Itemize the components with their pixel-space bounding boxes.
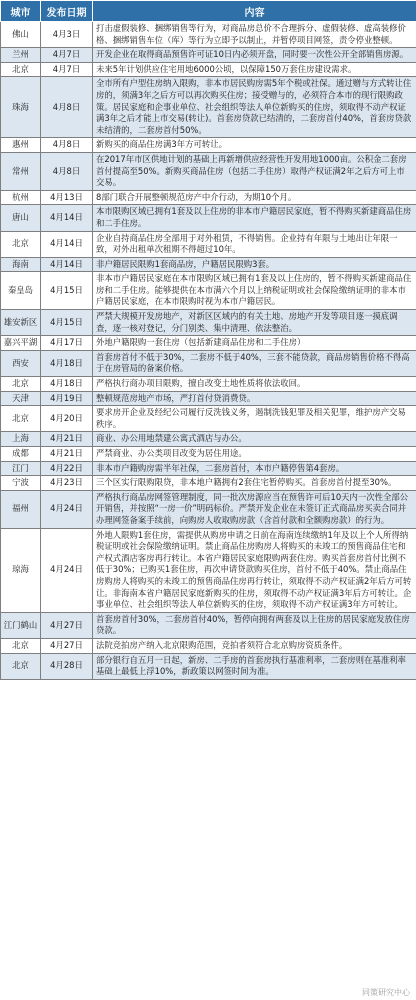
- content-cell: 打击虚假装修、捆绑销售等行为，对商品房总价不合理拆分、虚假装修、虚高装修价格、捆绑销售车位（库）等行为立即予以制止，并暂停项目网签，责令停业整顿。: [93, 22, 416, 48]
- content-cell: 商业、办公用地禁建公寓式酒店与办公。: [93, 432, 416, 447]
- city-cell: 江门: [1, 461, 41, 476]
- date-cell: 4月14日: [41, 257, 93, 272]
- table-row: [1, 138, 416, 153]
- date-cell: 4月23日: [41, 476, 93, 491]
- city-cell: 北京: [1, 62, 41, 77]
- date-cell: 4月24日: [41, 528, 93, 612]
- content-cell: 部分银行自五月一日起，新房、二手房的首套房执行基准利率，二套房则在基准利率基础上最低上浮10%，新政策以网签时间为准。: [93, 653, 416, 679]
- content-cell: 严禁商业、办公类项目改变为居住用途。: [93, 447, 416, 462]
- city-cell: 天津: [1, 391, 41, 406]
- city-cell: 兰州: [1, 48, 41, 63]
- date-cell: 4月27日: [41, 612, 93, 638]
- content-cell: 未来5年计划供应住宅用地6000公顷，以保障150万套住房建设需求。: [93, 62, 416, 77]
- content-cell: 首套房首付30%，二套房首付40%，暂停向拥有两套及以上住房的居民家庭发放住房贷款。: [93, 612, 416, 638]
- date-cell: 4月3日: [41, 22, 93, 48]
- date-cell: 4月21日: [41, 447, 93, 462]
- table-row: [1, 447, 416, 462]
- date-cell: 4月14日: [41, 205, 93, 231]
- content-cell: 非本市户籍居民家庭在本市限购区域已拥有1套及以上住房的，暂不得购买新建商品住房和二手住房。能够提供在本市满六个月以上纳税证明或社会保险缴纳证明的非本市户籍居民家庭，在本市限购时视为本市户籍居民。: [93, 272, 416, 310]
- city-cell: 北京: [1, 653, 41, 679]
- date-cell: 4月7日: [41, 62, 93, 77]
- city-cell: 秦皇岛: [1, 272, 41, 310]
- watermark-text: 同策研究中心: [362, 988, 410, 997]
- date-cell: 4月21日: [41, 432, 93, 447]
- city-cell: 珠海: [1, 77, 41, 138]
- city-cell: 江门鹤山: [1, 612, 41, 638]
- city-cell: 嘉兴平湖: [1, 336, 41, 351]
- date-cell: 4月18日: [41, 350, 93, 376]
- city-cell: 唐山: [1, 205, 41, 231]
- city-cell: 海南: [1, 257, 41, 272]
- table-row: [1, 257, 416, 272]
- header-content: 内容: [93, 1, 416, 22]
- content-cell: 严格执行商办项目限购，擅自改变土地性质将依法收回。: [93, 377, 416, 392]
- city-cell: 北京: [1, 231, 41, 257]
- content-cell: 全市所有户型住房纳入限购，非本市居民购房需5年个税或社保。通过赠与方式转让住房的，须满3年之后方可以再次购买住房；接受赠与的，必须符合本市的现行限购政策。居民家庭和企事业单位、社会组织等法人单位新购买的住房，须取得不动产权证满3年之后才能上市交易(转让)。首套房贷款已结清的，二套房首付40%，首套房贷款未结清的，二套房首付50%。: [93, 77, 416, 138]
- city-cell: 杭州: [1, 190, 41, 205]
- city-cell: 上海: [1, 432, 41, 447]
- table-row: [1, 22, 416, 48]
- content-cell: 新购买的商品住房满3年方可转让。: [93, 138, 416, 153]
- content-cell: 8部门联合开展整顿规范房产中介行动，为期10个月。: [93, 190, 416, 205]
- content-cell: 非本市户籍购房需半年社保，二套房首付，本市户籍停售第4套房。: [93, 461, 416, 476]
- date-cell: 4月8日: [41, 152, 93, 190]
- table-header: [1, 1, 416, 22]
- header-date: 发布日期: [41, 1, 93, 22]
- city-cell: 常州: [1, 152, 41, 190]
- content-cell: 外地人限购1套住房，需提供从购房申请之日前在海南连续缴纳1年及以上个人所得纳税证明或社会保险缴纳证明。禁止商品住房购房人将购买的未竣工的预售商品住宅和产权式酒店客房再行转让。本省户籍居民家庭限购两套住房。购买首套房首付比例不低于30%；已购买1套住房，再次申请贷款购买住房，首付不低于40%。禁止商品住房购房人将购买的未竣工的预售商品住房再行转让，须取得不动产权证满2年后方可转让。非海南本省户籍居民家庭新购买的住房，须取得不动产权证满3年后方可转让。企事业单位、社会组织等法人单位新购买的住房，须取得不动产权证满3年方可转让。: [93, 528, 416, 612]
- date-cell: 4月8日: [41, 138, 93, 153]
- date-cell: 4月28日: [41, 653, 93, 679]
- header-city: 城市: [1, 1, 41, 22]
- date-cell: 4月19日: [41, 391, 93, 406]
- date-cell: 4月17日: [41, 336, 93, 351]
- date-cell: 4月15日: [41, 310, 93, 336]
- date-cell: 4月14日: [41, 231, 93, 257]
- content-cell: 本市限购区域已拥有1套及以上住房的非本市户籍居民家庭，暂不得购买新建商品住房和二手住房。: [93, 205, 416, 231]
- table-row: [1, 461, 416, 476]
- date-cell: 4月8日: [41, 77, 93, 138]
- content-cell: 整顿规范房地产市场，严打首付贷消费贷。: [93, 391, 416, 406]
- content-cell: 非户籍居民限购1套商品房，户籍居民限购3套。: [93, 257, 416, 272]
- content-cell: 三个区实行限购限贷，非本地户籍拥有2套住宅暂停购买。首套房首付提至30%。: [93, 476, 416, 491]
- table-row: [1, 432, 416, 447]
- table-row: [1, 62, 416, 77]
- table-row: [1, 490, 416, 528]
- table-row: [1, 48, 416, 63]
- date-cell: 4月18日: [41, 377, 93, 392]
- content-cell: 外地户籍限购一套住房（包括新建商品住房和二手住房）: [93, 336, 416, 351]
- date-cell: 4月22日: [41, 461, 93, 476]
- date-cell: 4月15日: [41, 272, 93, 310]
- city-cell: 雄安新区: [1, 310, 41, 336]
- table-row: [1, 638, 416, 653]
- content-cell: 严格执行商品房网签管理制度，同一批次房源应当在预售许可后10天内一次性全部公开销售，并按照“一房一价”明码标价。严禁开发企业在未签订正式商品房买卖合同并办理网签备案手续前，向购房人收取购房款（含首付款和全额购房款）的行为。: [93, 490, 416, 528]
- table-row: [1, 310, 416, 336]
- date-cell: 4月20日: [41, 406, 93, 432]
- table-row: [1, 152, 416, 190]
- table-row: [1, 612, 416, 638]
- city-cell: 北京: [1, 406, 41, 432]
- city-cell: 宁波: [1, 476, 41, 491]
- table-row: [1, 205, 416, 231]
- date-cell: 4月27日: [41, 638, 93, 653]
- table-row: [1, 653, 416, 679]
- table-row: [1, 528, 416, 612]
- date-cell: 4月24日: [41, 490, 93, 528]
- city-cell: 北京: [1, 638, 41, 653]
- content-cell: 要求房开企业及经纪公司履行反洗钱义务，遏制洗钱犯罪及相关犯罪，维护房产交易秩序。: [93, 406, 416, 432]
- table-row: [1, 476, 416, 491]
- content-cell: 开发企业在取得商品预售许可证10日内必须开盘，同时要一次性公开全部销售房源。: [93, 48, 416, 63]
- city-cell: 成都: [1, 447, 41, 462]
- content-cell: 在2017年市区供地计划的基础上再新增供应经营性开发用地1000亩。公积金二套房首付提高至50%。新购买商品住房（包括二手住房）取得产权证满2年之后方可上市交易。: [93, 152, 416, 190]
- table-row: [1, 406, 416, 432]
- table-row: [1, 336, 416, 351]
- content-cell: 企业自持商品住房全部用于对外租赁，不得销售。企业持有年限与土地出让年限一致，对外出租单次租期不得超过10年。: [93, 231, 416, 257]
- date-cell: 4月13日: [41, 190, 93, 205]
- table-row: [1, 350, 416, 376]
- city-cell: 北京: [1, 377, 41, 392]
- table-row: [1, 77, 416, 138]
- table-row: [1, 231, 416, 257]
- date-cell: 4月7日: [41, 48, 93, 63]
- city-cell: 福州: [1, 490, 41, 528]
- city-cell: 惠州: [1, 138, 41, 153]
- content-cell: 严禁大规模开发房地产，对新区区域内的有关土地、房地产开发等项目逐一摸底调查，逐一核对登记，分门别类、集中清理、依法整治。: [93, 310, 416, 336]
- table-row: [1, 190, 416, 205]
- city-cell: 西安: [1, 350, 41, 376]
- table-row: [1, 377, 416, 392]
- table-row: [1, 272, 416, 310]
- city-cell: 佛山: [1, 22, 41, 48]
- city-cell: 琼海: [1, 528, 41, 612]
- table-row: [1, 391, 416, 406]
- content-cell: 首套房首付不低于30%，二套房不低于40%，三套不能贷款，商品房销售价格不得高于在房管局的备案价格。: [93, 350, 416, 376]
- content-cell: 法院竞拍房产纳入北京限购范围，竞拍者须符合北京购房资质条件。: [93, 638, 416, 653]
